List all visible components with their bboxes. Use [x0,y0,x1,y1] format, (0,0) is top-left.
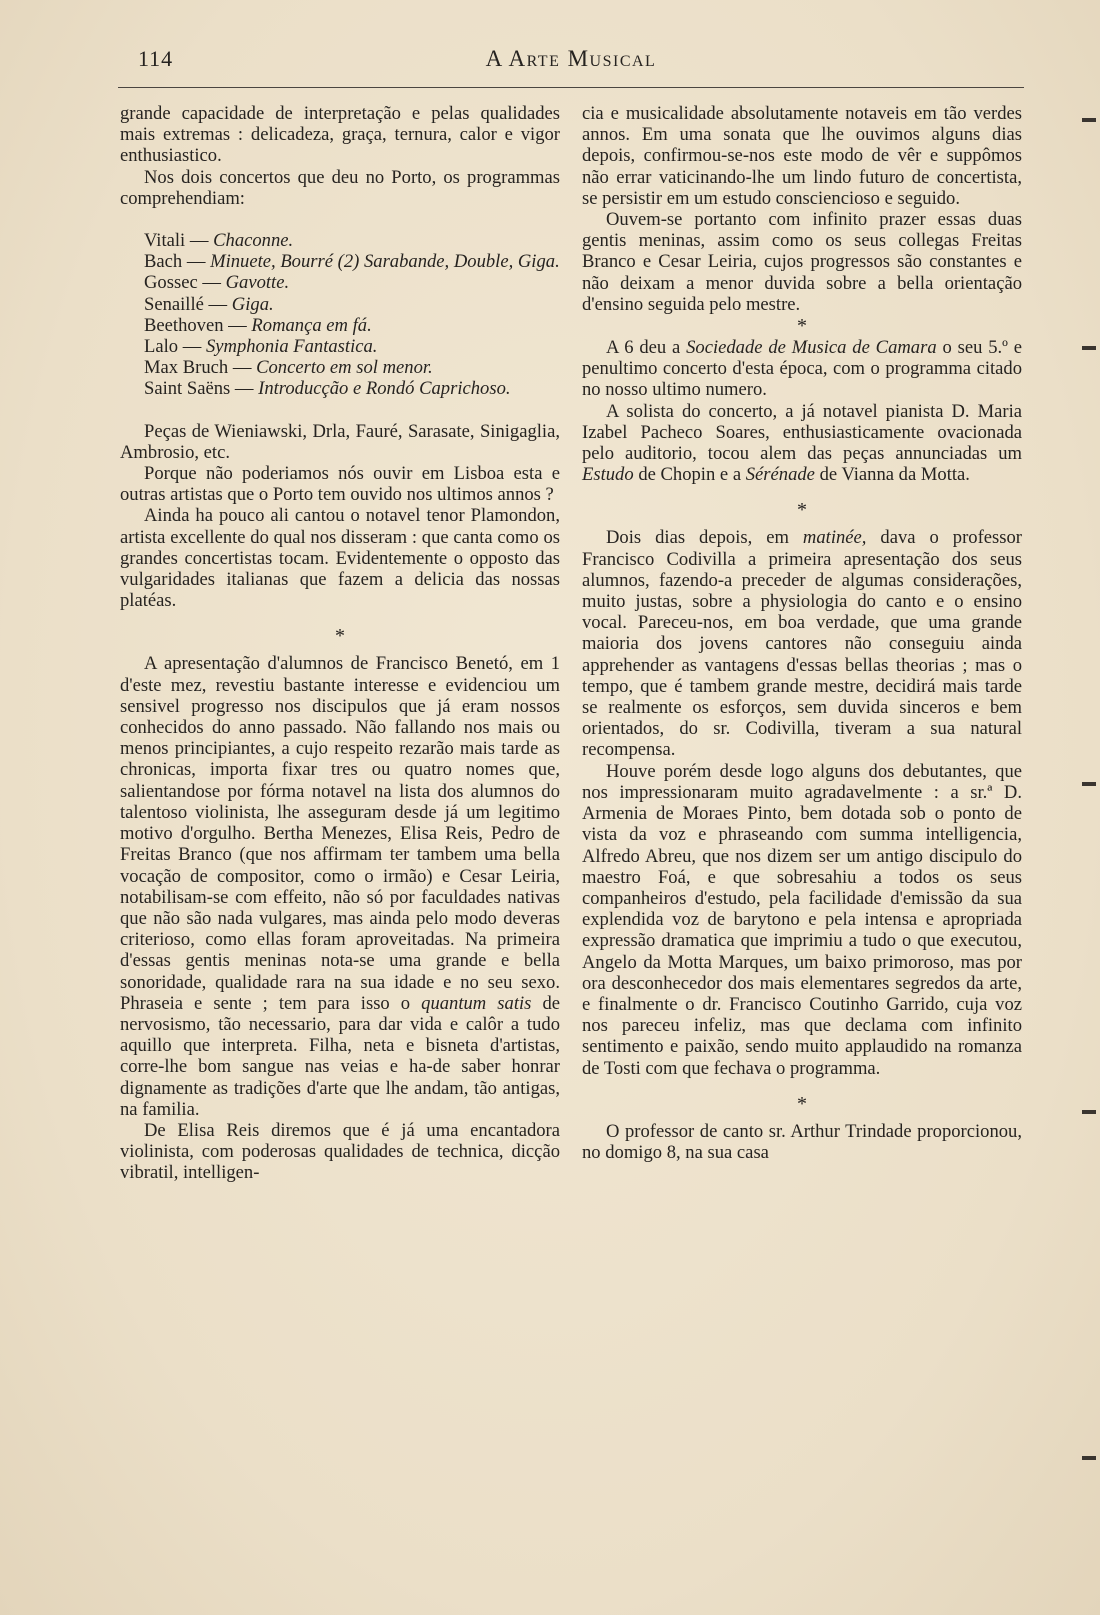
section-asterisk: * [335,625,345,648]
program-item [120,294,560,315]
text-run: Dois dias depois, em [606,527,789,549]
paragraph: grande capacidade de interpretação e pelas qualidades mais extremas : delicadeza, graça, ternura, calor e vigor enthusiastico. [120,103,560,167]
section-asterisk: * [797,315,807,338]
paragraph: Nos dois concertos que deu no Porto, os programmas comprehendiam: [120,166,560,209]
composer: Senaillé — [144,293,228,315]
text-run: de nervosismo, tão necessario, para dar vida e calôr a tudo aquillo que interpreta. Filha, neta e bisneta d'artistas, corre-lhe bom sangue nas veias e ha-de saber honrar dignamente as tradições d'arte que lhe andam, tão antigas, na familia. [120,992,561,1120]
work: Chaconne. [213,230,294,252]
composer: Lalo — [144,336,202,358]
italic-text: matinée, [802,527,867,549]
italic-text: Sociedade de Musica de Camara [686,337,937,359]
composer: Vitali — [144,230,209,252]
composer: Saint Saëns — [144,378,254,400]
program-item [120,378,560,399]
paragraph: De Elisa Reis diremos que é já uma encantadora violinista, com poderosas qualidades de technica, dicção vibratil, intelligen- [120,1119,560,1184]
composer: Gossec — [144,272,221,294]
composer: Bach — [144,251,206,273]
program-item [120,251,560,272]
paragraph [582,337,1022,401]
journal-title: A Arte Musical [485,46,657,71]
page-number: 114 [138,46,174,71]
paragraph: Ainda ha pouco ali cantou o notavel tenor Plamondon, artista excellente do qual nos disseram : que canta como os grandes concertistas tocam. Evidentemente o opposto das vulgaridades italianas que fazem a delicia das nossas platéas. [120,505,560,612]
section-asterisk: * [797,499,807,522]
concert-program [120,230,560,400]
paragraph [582,527,1022,760]
work: Concerto em sol menor. [256,357,433,379]
paragraph: cia e musicalidade absolutamente notaveis em tão verdes annos. Em uma sonata que lhe ouvimos alguns dias depois, confirmou-se-nos este modo de vêr e suppômos não errar vaticinando-lhe um lindo futuro de concertista, se persistir em um estudo consciencioso e seguido. [582,103,1022,209]
bleed-through-margin [1070,0,1100,1615]
paragraph: Houve porém desde logo alguns dos debutantes, que nos impressionaram muito agradavelmente : a sr.ª D. Armenia de Moraes Pinto, bem dotada sob o ponto de vista da voz e phraseando com summa intelligencia, Alfredo Abreu, que nos dizem ser um antigo discipulo do maestro Foá, e que sobresahiu a todos os seus companheiros d'estudo, pela facilidade d'emissão da sua explendida voz de barytono e pela intensa e apropriada expressão dramatica que imprimiu a tudo o que executou, Angelo da Motta Marques, um baixo primoroso, mas por ora desconhecedor dos mais elementares segredos da arte, e finalmente o dr. Francisco Coutinho Garrido, cuja voz nos pareceu infeliz, mas que declama com infinito sentimento e paixão, sendo muito applaudido na romanza de Tosti com que fechava o programma. [582,760,1022,1079]
margin-mark [1082,346,1096,350]
composer: Max Bruch — [144,357,252,379]
paragraph: Ouvem-se portanto com infinito prazer essas duas gentis meninas, assim como os seus collegas Freitas Branco e Cesar Leiria, cujos progressos são constantes e não deixam a menor duvida sobre a bella orientação d'ensino seguida pelo mestre. [582,209,1022,315]
work: Symphonia Fantastica. [205,336,378,358]
section-asterisk: * [797,1092,807,1115]
left-column [120,103,560,1184]
right-column [582,103,1022,1163]
margin-mark [1082,1456,1096,1460]
text-run: de Chopin e a [638,464,742,486]
text-run: A apresentação d'alumnos de Francisco Benetó, em 1 d'este mez, revestiu bastante interesse e evidenciou um sensivel progresso nos discipulos que já eram nossos conhecidos do anno passado. Não fallando nos mais ou menos principiantes, a cujo respeito rezarão mais tarde as chronicas, importa fixar tres ou quatro nomes que, salientandose por fórma notavel na lista dos alumnos do talentoso violinista, lhe asseguram desde já um legitimo motivo d'orgulho. Bertha Menezes, Elisa Reis, Pedro de Freitas Branco (que nos affirmam ter tambem uma bella vocação de compositor, como o irmão) e Cesar Leiria, notabilisam-se com effeito, não só por faculdades nativas que não são nada vulgares, mas ainda pelo modo deveras criterioso, como ellas foram aproveitadas. Na primeira d'essas gentis meninas nota-se uma grande e bella sonoridade, qualidade rara na sua idade e no seu sexo. Phraseia e sente ; tem para isso o [120,653,560,1014]
paragraph: Peças de Wieniawski, Drla, Fauré, Sarasate, Sinigaglia, Ambrosio, etc. [120,420,560,463]
program-item [120,315,560,336]
program-item [120,336,560,357]
margin-mark [1082,782,1096,786]
header-rule [118,87,1024,88]
paragraph [120,653,560,1119]
text-run: A solista do concerto, a já notavel pianista D. Maria Izabel Pacheco Soares, enthusiasticamente ovacionada pelo auditorio, tocou alem das peças annunciadas um [582,400,1022,465]
margin-mark [1082,118,1096,122]
text-run: A 6 deu a [606,337,681,359]
paragraph: O professor de canto sr. Arthur Trindade proporcionou, no domigo 8, na sua casa [582,1120,1022,1163]
program-item [120,230,560,251]
paragraph [582,401,1022,486]
work: Gavotte. [225,272,290,294]
work: Introducção e Rondó Caprichoso. [258,378,511,400]
composer: Beethoven — [144,314,247,336]
program-item [120,272,560,293]
text-run: de Vianna da Motta. [819,464,970,486]
work: Giga. [231,293,274,315]
work: Minuete, Bourré (2) Sarabande, Double, Giga. [210,251,560,273]
text-run: dava o professor Francisco Codivilla a primeira apresentação dos seus alumnos, fazendo-a preceder de algumas considerações, muito justas, sobre a physiologia do canto e o ensino vocal. Pareceu-nos, em boa verdade, que uma grande maioria dos jovens cantores não conseguiu ainda apprehender as vantagens d'essas bellas theorias ; mas o tempo, que é tambem grande mestre, decidirá mais tarde se realmente os esforços, sem duvida sinceros e bem orientados, do sr. Codivilla, tiveram a sua natural recompensa. [582,527,1022,761]
margin-mark [1082,1110,1096,1114]
italic-text: Sérénade [745,464,815,486]
page-header [118,38,1024,78]
paragraph: Porque não poderiamos nós ouvir em Lisboa esta e outras artistas que o Porto tem ouvido nos ultimos annos ? [120,463,560,506]
italic-text: Estudo [582,464,634,486]
text-run: o seu 5.º e penultimo concerto d'esta época, com o programma citado no nosso ultimo numero. [582,337,1022,401]
program-item [120,357,560,378]
work: Romança em fá. [251,314,372,336]
italic-text: quantum satis [421,992,532,1014]
